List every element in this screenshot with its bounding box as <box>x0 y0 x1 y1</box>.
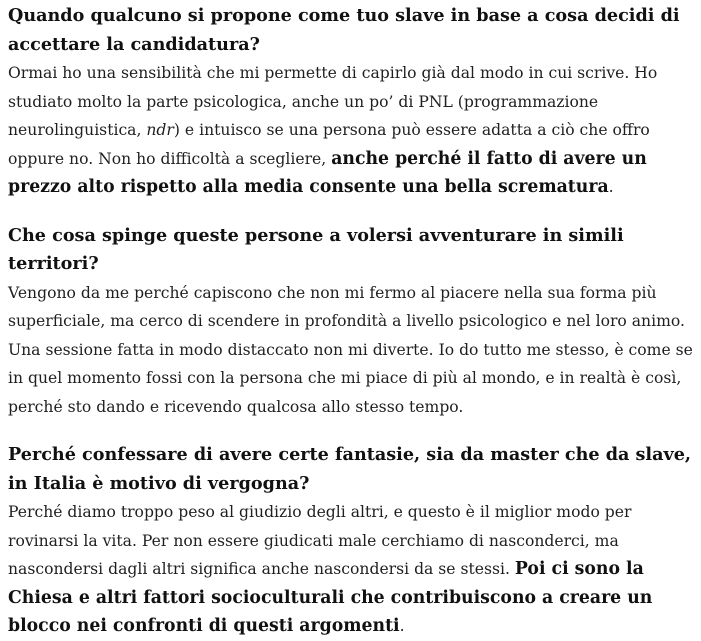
answer-text: Perché diamo troppo peso al giudizio degli altri, e questo è il miglior modo per rovinarsi la vita. Per non essere giudicati male cerchiamo di nasconderci, ma nascondersi dagli altri significa anche nascondersi da se stessi. <box>8 503 632 578</box>
answer-bold-highlight: anche perché il fatto di avere un prezzo alto rispetto alla media consente una bella scrematura <box>8 148 647 197</box>
qa-block <box>8 222 693 422</box>
question-heading: Perché confessare di avere certe fantasie, sia da master che da slave, in Italia è motivo di vergogna? <box>8 444 692 494</box>
answer-paragraph: Vengono da me perché capiscono che non mi fermo al piacere nella sua forma più superficiale, ma cerco di scendere in profondità a livello psicologico e nel loro animo. Una sessione fatta in modo distaccato non mi diverte. Io do tutto me stesso, è come se in quel momento fossi con la persona che mi piace di più al mondo, e in realtà è così, perché sto dando e ricevendo qualcosa allo stesso tempo. <box>8 283 693 416</box>
answer-bold-highlight: Poi ci sono la Chiesa e altri fattori socioculturali che contribuiscono a creare un blocco nei confronti di questi argomenti <box>8 559 653 636</box>
answer-text-end: . <box>399 617 405 635</box>
question-heading: Che cosa spinge queste persone a volersi avventurare in simili territori? <box>8 224 624 274</box>
answer-text: Ormai ho una sensibilità che mi permette di capirlo già dal modo in cui scrive. Ho studiato molto la parte psicologica, anche un po’ di PNL (programmazione neurolinguistica, <box>8 64 658 139</box>
answer-text: ) e intuisco se una persona può essere adatta a ciò che offro oppure no. Non ho difficoltà a scegliere, <box>8 121 650 168</box>
qa-block <box>8 2 693 202</box>
answer-italic-note: ndr <box>146 121 174 139</box>
answer-text-end: . <box>608 178 614 196</box>
question-heading: Quando qualcuno si propone come tuo slave in base a cosa decidi di accettare la candidatura? <box>8 5 680 55</box>
answer-paragraph <box>8 59 693 202</box>
qa-block <box>8 441 693 641</box>
answer-paragraph <box>8 498 693 641</box>
